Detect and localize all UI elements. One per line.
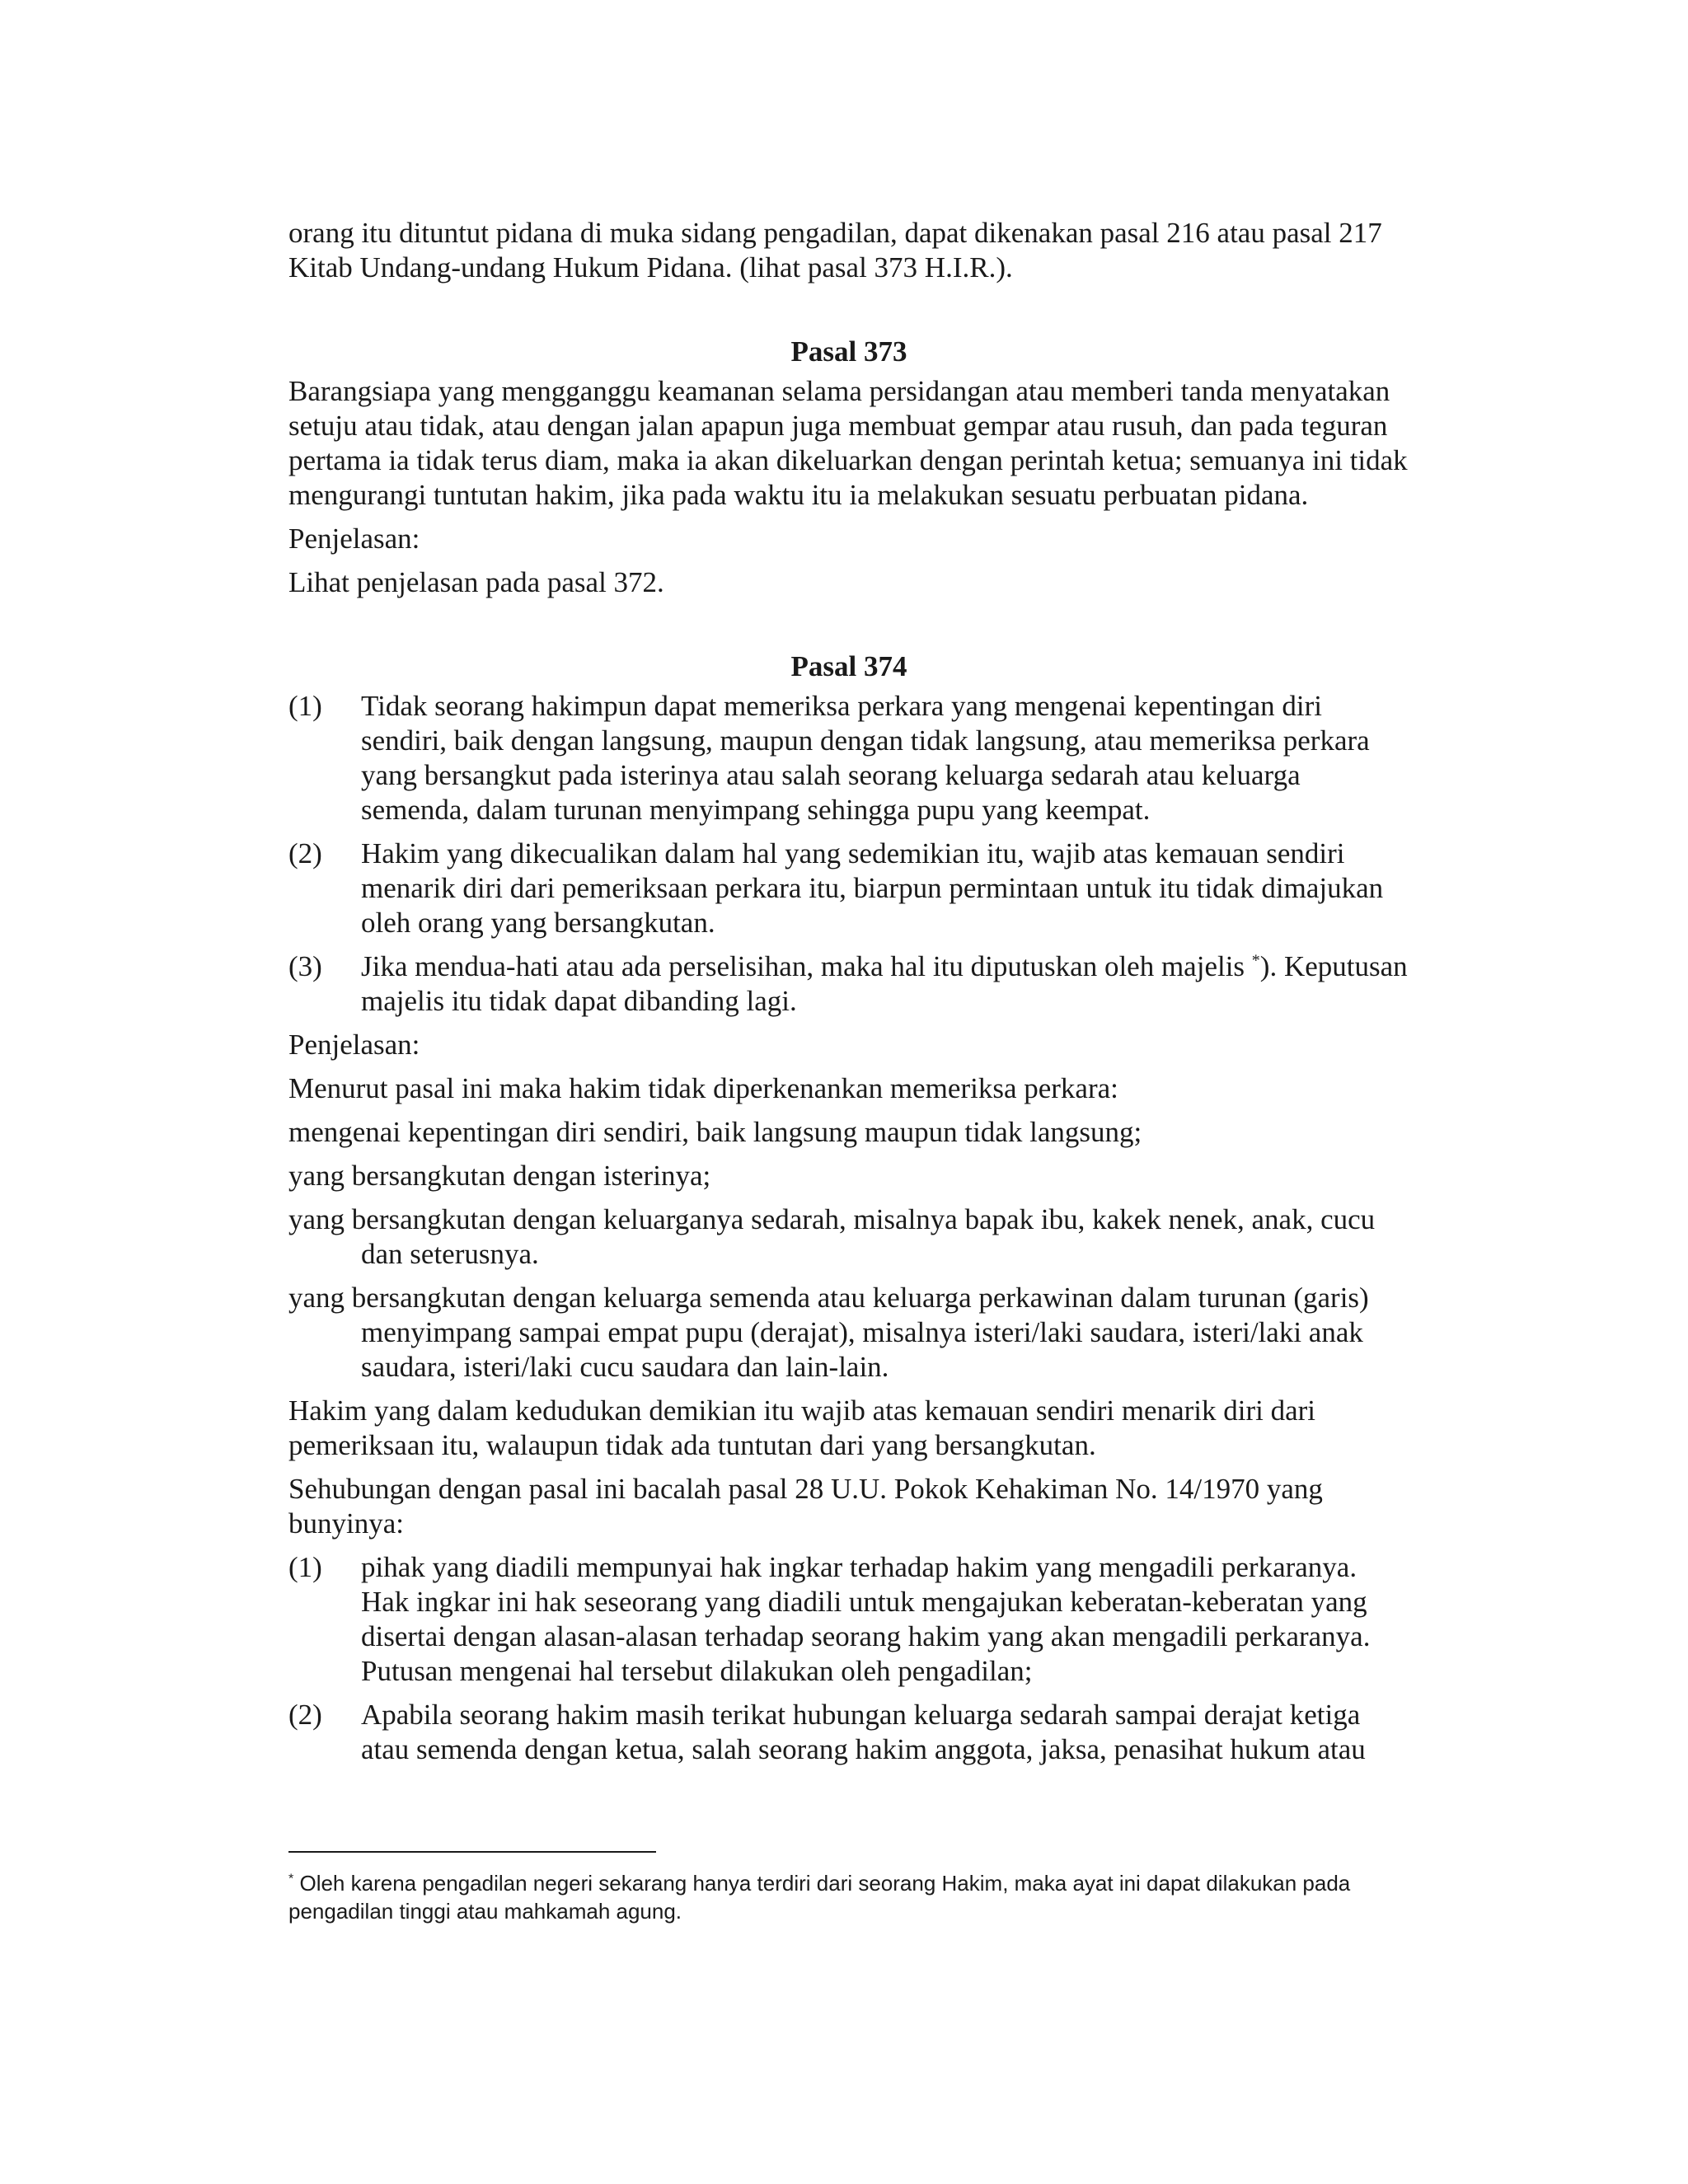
- pasal-373-body: Barangsiapa yang mengganggu keamanan selama persidangan atau memberi tanda menyatakan setuju atau tidak, atau dengan jalan apapun juga membuat gempar atau rusuh, dan pada teguran pertama ia tidak terus diam, maka ia akan dikeluarkan dengan perintah ketua; semuanya ini tidak mengurangi tuntutan hakim, jika pada waktu itu ia melakukan sesuatu perbuatan pidana.: [288, 375, 1408, 511]
- pasal-373-penjelasan-label: Penjelasan:: [288, 523, 420, 555]
- page-content: [288, 216, 1409, 1776]
- pasal-374-penjelasan-label: Penjelasan:: [288, 1029, 420, 1061]
- item-text: [361, 949, 1409, 1019]
- pasal-374-heading: Pasal 374: [790, 650, 907, 682]
- pasal-373-heading: Pasal 373: [790, 335, 907, 368]
- item-text: Tidak seorang hakimpun dapat memeriksa perkara yang mengenai kepentingan diri sendiri, baik dengan langsung, maupun dengan tidak langsung, atau memeriksa perkara yang bersangkut pada isterinya atau salah seorang keluarga sedarah atau keluarga semenda, dalam turunan menyimpang sehingga pupu yang keempat.: [361, 690, 1370, 826]
- item-number: (1): [288, 1551, 322, 1583]
- item-text-after-mark: ). Keputusan majelis itu tidak dapat dibanding lagi.: [361, 950, 1408, 1017]
- penjelasan-line: yang bersangkutan dengan keluarga semenda atau keluarga perkawinan dalam turunan (garis) menyimpang sampai empat pupu (derajat), misalnya isteri/laki saudara, isteri/laki anak saudara, isteri/laki cucu saudara dan lain-lain.: [288, 1282, 1369, 1383]
- item-number: (3): [288, 950, 322, 982]
- sehubungan-paragraph: Sehubungan dengan pasal ini bacalah pasal 28 U.U. Pokok Kehakiman No. 14/1970 yang bunyinya:: [288, 1473, 1323, 1540]
- footnote-separator: [288, 1851, 656, 1853]
- item-text: Hakim yang dikecualikan dalam hal yang sedemikian itu, wajib atas kemauan sendiri menarik diri dari pemeriksaan perkara itu, biarpun permintaan untuk itu tidak dimajukan oleh orang yang bersangkutan.: [361, 837, 1384, 939]
- uu-item: [288, 1698, 1409, 1767]
- item-number: (2): [288, 1699, 322, 1731]
- footnote: [288, 1869, 1409, 1925]
- penjelasan-line: mengenai kepentingan diri sendiri, baik langsung maupun tidak langsung;: [288, 1116, 1142, 1148]
- uu-item: [288, 1550, 1409, 1689]
- pasal-373-penjelasan-text: Lihat penjelasan pada pasal 372.: [288, 566, 664, 598]
- item-number: (1): [288, 690, 322, 722]
- footnote-text: Oleh karena pengadilan negeri sekarang hanya terdiri dari seorang Hakim, maka ayat ini dapat dilakukan pada pengadilan tinggi atau mahkamah agung.: [288, 1871, 1351, 1924]
- pasal-374-item: [288, 837, 1409, 940]
- penjelasan-intro: Menurut pasal ini maka hakim tidak diperkenankan memeriksa perkara:: [288, 1072, 1118, 1104]
- hakim-paragraph: Hakim yang dalam kedudukan demikian itu wajib atas kemauan sendiri menarik diri dari pemeriksaan itu, walaupun tidak ada tuntutan dari yang bersangkutan.: [288, 1394, 1316, 1461]
- intro-paragraph: orang itu dituntut pidana di muka sidang pengadilan, dapat dikenakan pasal 216 atau pasal 217 Kitab Undang-undang Hukum Pidana. (lihat pasal 373 H.I.R.).: [288, 217, 1382, 284]
- pasal-374-item: [288, 949, 1409, 1019]
- footnote-mark: *: [288, 1872, 294, 1886]
- item-text: Apabila seorang hakim masih terikat hubungan keluarga sedarah sampai derajat ketiga atau semenda dengan ketua, salah seorang hakim anggota, jaksa, penasihat hukum atau: [361, 1699, 1366, 1765]
- penjelasan-line: yang bersangkutan dengan keluarganya sedarah, misalnya bapak ibu, kakek nenek, anak, cucu dan seterusnya.: [288, 1203, 1376, 1270]
- penjelasan-line: yang bersangkutan dengan isterinya;: [288, 1160, 711, 1192]
- item-number: (2): [288, 837, 322, 869]
- pasal-374-item: [288, 689, 1409, 827]
- item-text: pihak yang diadili mempunyai hak ingkar terhadap hakim yang mengadili perkaranya. Hak ingkar ini hak seseorang yang diadili untuk mengajukan keberatan-keberatan yang disertai dengan alasan-alasan terhadap seorang hakim yang akan mengadili perkaranya. Putusan mengenai hal tersebut dilakukan oleh pengadilan;: [361, 1551, 1371, 1687]
- item-text-before-mark: Jika mendua-hati atau ada perselisihan, maka hal itu diputuskan oleh majelis: [361, 950, 1252, 982]
- footnote-reference-mark[interactable]: *: [1251, 951, 1260, 970]
